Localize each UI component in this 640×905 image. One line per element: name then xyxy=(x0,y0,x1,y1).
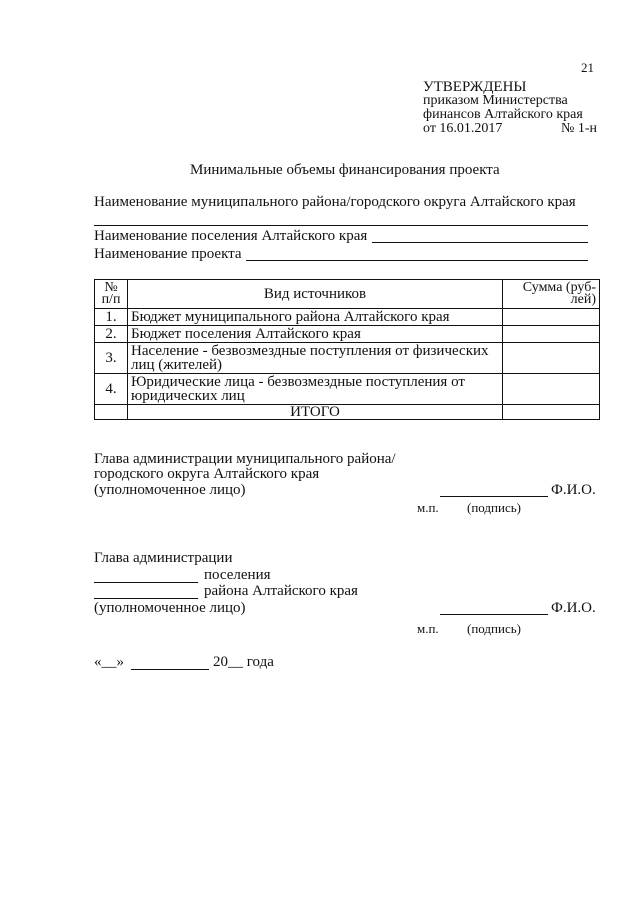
sig1-line2: городского округа Алтайского края xyxy=(94,466,320,482)
sig2-settlement: поселения xyxy=(204,567,271,583)
sig1-fio: Ф.И.О. xyxy=(551,482,596,498)
sig2-district: района Алтайского края xyxy=(204,583,358,599)
sources-table xyxy=(94,279,600,420)
row-num: 2. xyxy=(95,326,128,343)
sig2-stamp: м.п. xyxy=(417,621,439,636)
header-num-line1: № xyxy=(104,280,118,295)
table-row xyxy=(95,326,600,343)
row-name-line2: лиц (жителей) xyxy=(131,357,223,373)
municipality-blank-line xyxy=(94,225,588,226)
table-total-row xyxy=(95,405,600,420)
table-row xyxy=(95,309,600,326)
approval-date-row xyxy=(423,122,597,136)
header-sum xyxy=(503,280,600,309)
row-name xyxy=(128,374,503,405)
date-year: 20__ года xyxy=(213,654,274,670)
approval-stamp xyxy=(423,80,597,136)
header-sum-line2: лей) xyxy=(570,292,596,307)
date-month-blank xyxy=(131,669,209,670)
sig2-signature-line xyxy=(440,614,548,615)
approval-line-2: приказом Министерства xyxy=(423,93,568,108)
document-title: Минимальные объемы финансирования проекта xyxy=(190,162,500,178)
header-sum-line1: Сумма (руб- xyxy=(522,280,596,295)
approval-date: от 16.01.2017 xyxy=(423,121,503,136)
approval-line-3: финансов Алтайского края xyxy=(423,107,583,122)
settlement-blank-line xyxy=(372,242,588,243)
project-blank-line xyxy=(246,260,588,261)
table-row xyxy=(95,343,600,374)
row-name-line1: Население - безвозмездные поступления от физических xyxy=(131,343,489,359)
header-num xyxy=(95,280,128,309)
total-label: ИТОГО xyxy=(128,405,503,420)
sig2-line1: Глава администрации xyxy=(94,550,233,566)
row-num: 1. xyxy=(95,309,128,326)
row-sum xyxy=(503,309,600,326)
row-sum xyxy=(503,343,600,374)
total-num xyxy=(95,405,128,420)
row-name: Бюджет муниципального района Алтайского края xyxy=(128,309,503,326)
sig2-line4: (уполномоченное лицо) xyxy=(94,600,246,616)
row-name: Бюджет поселения Алтайского края xyxy=(128,326,503,343)
table-header-row xyxy=(95,280,600,309)
table-row xyxy=(95,374,600,405)
sig1-stamp: м.п. xyxy=(417,500,439,515)
total-sum xyxy=(503,405,600,420)
row-name-line2: юридических лиц xyxy=(131,388,245,404)
header-name: Вид источников xyxy=(128,280,503,309)
row-name xyxy=(128,343,503,374)
row-num: 3. xyxy=(95,343,128,374)
header-num-line2: п/п xyxy=(101,292,121,307)
row-sum xyxy=(503,374,600,405)
sig1-line3: (уполномоченное лицо) xyxy=(94,482,246,498)
sig2-fio: Ф.И.О. xyxy=(551,600,596,616)
project-label: Наименование проекта xyxy=(94,246,242,262)
page-number: 21 xyxy=(581,60,594,75)
settlement-label: Наименование поселения Алтайского края xyxy=(94,228,368,244)
row-sum xyxy=(503,326,600,343)
sig1-sign-caption: (подпись) xyxy=(467,500,521,515)
row-num: 4. xyxy=(95,374,128,405)
date-day: «__» xyxy=(94,654,124,670)
sig2-district-blank xyxy=(94,598,198,599)
sig1-line1: Глава администрации муниципального района/ xyxy=(94,451,396,467)
approval-title: УТВЕРЖДЕНЫ xyxy=(423,79,527,95)
sig2-settlement-blank xyxy=(94,582,198,583)
sig2-sign-caption: (подпись) xyxy=(467,621,521,636)
row-name-line1: Юридические лица - безвозмездные поступления от xyxy=(131,374,465,390)
approval-number: № 1-н xyxy=(560,121,597,136)
sig1-signature-line xyxy=(440,496,548,497)
municipality-label: Наименование муниципального района/городского округа Алтайского края xyxy=(94,194,576,210)
